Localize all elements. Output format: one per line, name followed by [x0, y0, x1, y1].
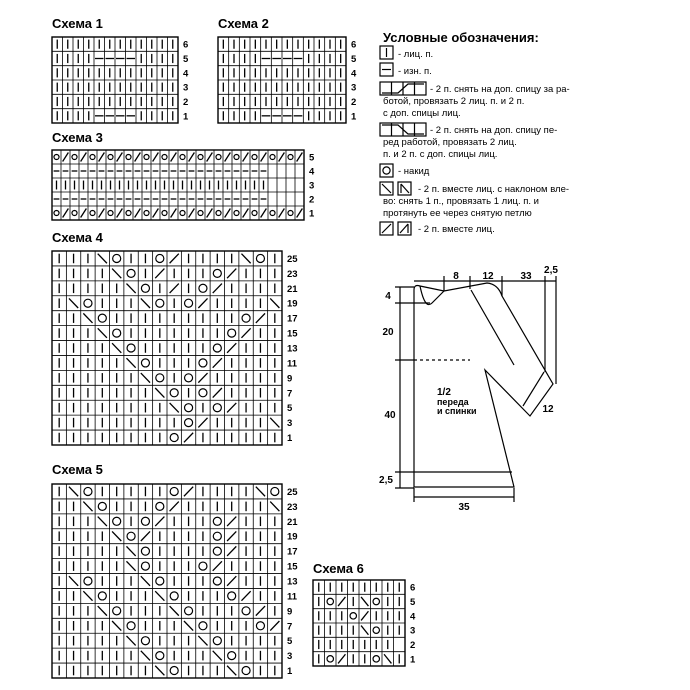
yarn-over: [199, 359, 207, 367]
k2tog-stitch: [189, 153, 195, 162]
yarn-over: [185, 404, 193, 412]
k2tog-stitch: [241, 591, 250, 601]
yarn-over: [126, 154, 131, 159]
yarn-over: [234, 210, 239, 215]
yarn-over: [199, 562, 207, 570]
yarn-over: [234, 154, 239, 159]
row-number-label: 1: [287, 666, 293, 678]
row-number-label: 17: [287, 546, 298, 558]
yarn-over: [170, 487, 178, 495]
ssk-stitch: [126, 358, 135, 368]
legend-symbols: [380, 46, 426, 235]
yarn-over: [185, 419, 193, 427]
row-number-label: 19: [287, 298, 298, 310]
row-number-label: 3: [287, 418, 293, 430]
row-number-label: 15: [287, 561, 298, 573]
ssk-stitch: [170, 606, 179, 616]
ssk-stitch: [98, 254, 107, 264]
legend-text-3c: с доп. спицы лиц.: [383, 108, 461, 119]
k2tog-stitch: [198, 298, 207, 308]
k2tog-stitch: [170, 254, 179, 264]
yarn-over: [54, 210, 59, 215]
yarn-over: [84, 299, 92, 307]
ssk-stitch: [98, 328, 107, 338]
k2tog-symbol-icon: [380, 222, 411, 235]
k2tog-stitch: [243, 209, 249, 218]
legend-text-4b: ред работой, провязать 2 лиц.: [383, 137, 517, 148]
k2tog-stitch: [227, 403, 236, 413]
yarn-over: [156, 254, 164, 262]
ssk-stitch: [126, 284, 135, 294]
yarn-over: [185, 607, 193, 615]
k2tog-stitch: [207, 209, 213, 218]
k2tog-stitch: [117, 153, 123, 162]
yarn-over: [162, 154, 167, 159]
yarn-over: [113, 517, 121, 525]
ssk-stitch: [83, 502, 92, 512]
row-number-label: 23: [287, 501, 298, 513]
legend-text-3b: ботой, провязать 2 лиц. п. и 2 п.: [383, 96, 525, 107]
ssk-stitch: [384, 654, 391, 663]
yarn-over: [185, 299, 193, 307]
k2tog-stitch: [184, 487, 193, 497]
sleeve-seam: [471, 290, 514, 365]
yarn-over: [98, 502, 106, 510]
row-number-label: 11: [287, 358, 298, 370]
yarn-over: [216, 210, 221, 215]
yarn-over: [228, 592, 236, 600]
yarn-over: [271, 487, 279, 495]
k2tog-stitch: [227, 517, 236, 527]
row-number-label: 4: [410, 611, 416, 623]
yarn-over: [141, 517, 149, 525]
k2tog-stitch: [279, 153, 285, 162]
yarn-over: [270, 210, 275, 215]
knit-symbol-icon: [380, 46, 393, 59]
k2tog-stitch: [270, 621, 279, 631]
row-number-label: 13: [287, 343, 298, 355]
pattern-label-2: переда: [437, 397, 469, 407]
yarn-over: [213, 637, 221, 645]
row-number-label: 4: [183, 68, 189, 80]
scheme-6-title: Схема 6: [313, 561, 364, 576]
yarn-over: [156, 299, 164, 307]
ssk-stitch: [69, 298, 78, 308]
k2tog-stitch: [213, 358, 222, 368]
ssk-stitch: [155, 666, 164, 676]
dim-left-40: 40: [384, 410, 396, 421]
k2tog-stitch: [81, 209, 87, 218]
yarn-over: [242, 667, 250, 675]
row-number-label: 21: [287, 516, 298, 528]
yarn-over: [180, 154, 185, 159]
yarn-over: [141, 562, 149, 570]
yarn-over: [180, 210, 185, 215]
yarn-over: [185, 374, 193, 382]
k2tog-stitch: [241, 328, 250, 338]
garment-outline: [414, 283, 553, 487]
purl-symbol-icon: [380, 63, 393, 76]
scheme-5-title: Схема 5: [52, 462, 103, 477]
yarn-over: [213, 547, 221, 555]
row-number-label: 25: [287, 486, 298, 498]
legend-text-2: - изн. п.: [398, 66, 432, 77]
k2tog-stitch: [184, 433, 193, 443]
yarn-over: [141, 284, 149, 292]
scheme-6-grid: [313, 580, 416, 666]
yarn-over: [113, 329, 121, 337]
row-number-label: 6: [410, 582, 416, 594]
garment-pattern: [379, 265, 558, 513]
yarn-over: [252, 210, 257, 215]
yarn-over: [72, 210, 77, 215]
k2tog-stitch: [141, 531, 150, 541]
row-number-label: 6: [351, 39, 357, 51]
k2tog-stitch: [338, 654, 345, 663]
yarn-over: [350, 613, 356, 619]
pattern-label-1: 1/2: [437, 387, 451, 398]
yarn-over: [144, 154, 149, 159]
k2tog-stitch: [297, 209, 303, 218]
row-number-label: 2: [309, 194, 315, 206]
yarn-over: [213, 517, 221, 525]
row-number-label: 5: [183, 54, 189, 65]
legend-text-4c: п. и 2 п. с доп. спицы лиц.: [383, 149, 498, 160]
dim-bottom-35: 35: [458, 502, 470, 513]
k2tog-stitch: [279, 209, 285, 218]
row-number-label: 13: [287, 576, 298, 588]
yarn-over: [90, 210, 95, 215]
row-number-label: 5: [351, 54, 357, 65]
yarn-over: [84, 577, 92, 585]
k2tog-stitch: [227, 343, 236, 353]
ssk-stitch: [126, 561, 135, 571]
ssk-stitch: [170, 403, 179, 413]
ssk-stitch: [83, 313, 92, 323]
yarn-over: [113, 254, 121, 262]
k2tog-stitch: [189, 209, 195, 218]
dim-left-4: 4: [385, 291, 391, 302]
row-number-label: 17: [287, 313, 298, 325]
ssk-stitch: [270, 502, 279, 512]
yarn-over: [198, 210, 203, 215]
yarn-over: [170, 667, 178, 675]
ssk-stitch: [141, 576, 150, 586]
k2tog-stitch: [63, 153, 69, 162]
scheme-2-grid: [218, 37, 357, 123]
yarn-over: [162, 210, 167, 215]
ssk-stitch: [213, 651, 222, 661]
ssk-stitch: [126, 546, 135, 556]
row-number-label: 2: [183, 97, 189, 108]
yarn-over: [213, 577, 221, 585]
dim-cuff-12: 12: [542, 404, 554, 415]
row-number-label: 5: [287, 636, 293, 648]
yarn-over: [213, 532, 221, 540]
ssk-stitch: [270, 418, 279, 428]
row-number-label: 23: [287, 268, 298, 280]
k2tog-stitch: [243, 153, 249, 162]
ssk-stitch: [98, 606, 107, 616]
yarn-over: [252, 154, 257, 159]
yarn-over: [126, 210, 131, 215]
yarn-over: [199, 284, 207, 292]
row-number-label: 15: [287, 328, 298, 340]
ssk-stitch: [112, 343, 121, 353]
ssk-stitch: [98, 517, 107, 527]
scheme-3-title: Схема 3: [52, 130, 103, 145]
row-number-label: 3: [287, 651, 293, 663]
yarn-over: [108, 154, 113, 159]
yarn-over: [327, 598, 333, 604]
yarn-over: [141, 637, 149, 645]
yarn-over: [72, 154, 77, 159]
row-number-label: 19: [287, 531, 298, 543]
legend-text-6c: протянуть ее через снятую петлю: [383, 208, 532, 219]
yarn-over: [127, 532, 135, 540]
k2tog-stitch: [155, 269, 164, 279]
scheme-1-title: Схема 1: [52, 16, 103, 31]
yarn-over: [199, 622, 207, 630]
row-number-label: 5: [287, 403, 293, 415]
yarn-over: [216, 154, 221, 159]
cable-back-symbol-icon: [380, 82, 426, 95]
ssk-stitch: [141, 651, 150, 661]
yarn-over: [373, 627, 379, 633]
yarn-over: [127, 622, 135, 630]
yarn-over: [228, 329, 236, 337]
yarn-over: [84, 487, 92, 495]
row-number-label: 9: [287, 606, 293, 618]
row-number-label: 1: [410, 654, 416, 666]
yarn-over: [98, 314, 106, 322]
row-number-label: 1: [287, 433, 293, 445]
yarn-over-symbol-icon: [380, 164, 393, 177]
k2tog-stitch: [261, 209, 267, 218]
legend-text-6a: - 2 п. вместе лиц. с наклоном вле-: [418, 184, 570, 195]
row-number-label: 2: [410, 640, 416, 651]
scheme-5-grid: [52, 484, 298, 678]
k2tog-stitch: [135, 209, 141, 218]
row-number-label: 25: [287, 253, 298, 265]
k2tog-stitch: [99, 153, 105, 162]
ssk-stitch: [155, 388, 164, 398]
ssk-stitch: [69, 487, 78, 497]
k2tog-stitch: [153, 153, 159, 162]
ssk-stitch: [155, 591, 164, 601]
yarn-over: [228, 652, 236, 660]
row-number-label: 3: [183, 82, 189, 94]
row-number-label: 6: [183, 39, 189, 51]
k2tog-stitch: [198, 373, 207, 383]
k2tog-stitch: [198, 418, 207, 428]
row-number-label: 3: [351, 82, 357, 94]
legend-text-7: - 2 п. вместе лиц.: [418, 224, 495, 235]
k2tog-stitch: [81, 153, 87, 162]
pattern-label-3: и спинки: [437, 406, 477, 416]
k2tog-stitch: [117, 209, 123, 218]
yarn-over: [242, 314, 250, 322]
row-number-label: 9: [287, 373, 293, 385]
ssk-stitch: [112, 269, 121, 279]
dim-top-33: 33: [520, 271, 532, 282]
ssk-stitch: [227, 666, 236, 676]
yarn-over: [98, 592, 106, 600]
yarn-over: [144, 210, 149, 215]
ssk-stitch: [198, 636, 207, 646]
ssk-stitch: [112, 531, 121, 541]
k2tog-stitch: [135, 153, 141, 162]
yarn-over: [108, 210, 113, 215]
dim-left-20: 20: [382, 327, 394, 338]
yarn-over: [213, 404, 221, 412]
yarn-over: [199, 389, 207, 397]
k2tog-stitch: [225, 153, 231, 162]
row-number-label: 7: [287, 621, 293, 633]
k2tog-stitch: [213, 284, 222, 294]
scheme-3-grid: [52, 150, 315, 220]
row-number-label: 1: [309, 208, 315, 220]
yarn-over: [373, 656, 379, 662]
k2tog-stitch: [225, 209, 231, 218]
yarn-over: [127, 269, 135, 277]
scheme-4-title: Схема 4: [52, 230, 103, 245]
dim-top-8: 8: [453, 271, 459, 282]
row-number-label: 3: [309, 180, 315, 192]
row-number-label: 2: [351, 97, 357, 108]
k2tog-stitch: [261, 153, 267, 162]
yarn-over: [54, 154, 59, 159]
yarn-over: [288, 210, 293, 215]
yarn-over: [170, 389, 178, 397]
k2tog-stitch: [227, 576, 236, 586]
row-number-label: 4: [309, 166, 315, 178]
legend-text-4a: - 2 п. снять на доп. спицу пе-: [430, 125, 558, 136]
k2tog-stitch: [227, 531, 236, 541]
legend-title: Условные обозначения:: [383, 30, 539, 45]
k2tog-stitch: [170, 502, 179, 512]
ssk-stitch: [361, 626, 368, 635]
yarn-over: [242, 607, 250, 615]
yarn-over: [373, 598, 379, 604]
dim-top-2-5: 2,5: [544, 265, 558, 276]
k2tog-stitch: [227, 269, 236, 279]
yarn-over: [213, 344, 221, 352]
k2tog-stitch: [227, 546, 236, 556]
yarn-over: [327, 656, 333, 662]
ssk-stitch: [361, 597, 368, 606]
scheme-4-grid: [52, 251, 298, 445]
row-number-label: 7: [287, 388, 293, 400]
ssk-stitch: [141, 373, 150, 383]
yarn-over: [113, 607, 121, 615]
yarn-over: [256, 254, 264, 262]
cable-front-symbol-icon: [380, 123, 426, 136]
k2tog-stitch: [155, 517, 164, 527]
row-number-label: 3: [410, 625, 416, 637]
ssk-stitch: [126, 636, 135, 646]
ssk-stitch: [141, 298, 150, 308]
legend-text-5: - накид: [398, 166, 430, 177]
legend-text-6b: во: снять 1 п., провязать 1 лиц. п. и: [383, 196, 539, 207]
ssk-stitch: [69, 576, 78, 586]
ssk-stitch: [83, 591, 92, 601]
k2tog-stitch: [170, 284, 179, 294]
yarn-over: [141, 359, 149, 367]
k2tog-stitch: [338, 597, 345, 606]
yarn-over: [213, 269, 221, 277]
legend-text-3a: - 2 п. снять на доп. спицу за ра-: [430, 84, 570, 95]
row-number-label: 5: [309, 152, 315, 164]
ssk-stitch: [256, 487, 265, 497]
yarn-over: [288, 154, 293, 159]
k2tog-stitch: [153, 209, 159, 218]
ssk-stitch: [270, 298, 279, 308]
row-number-label: 1: [351, 111, 357, 123]
dim-top-12: 12: [482, 271, 494, 282]
ssk-stitch: [241, 254, 250, 264]
dim-left-2-5: 2,5: [379, 475, 393, 486]
yarn-over: [156, 502, 164, 510]
k2tog-stitch: [256, 606, 265, 616]
k2tog-stitch: [213, 561, 222, 571]
legend-text-1: - лиц. п.: [398, 49, 434, 60]
k2tog-stitch: [213, 388, 222, 398]
k2tog-stitch: [171, 153, 177, 162]
k2tog-stitch: [297, 153, 303, 162]
scheme-1-grid: [52, 37, 189, 123]
yarn-over: [170, 592, 178, 600]
yarn-over: [156, 374, 164, 382]
k2tog-stitch: [361, 611, 368, 620]
row-number-label: 1: [183, 111, 189, 123]
yarn-over: [256, 622, 264, 630]
row-number-label: 4: [351, 68, 357, 80]
scheme-2-title: Схема 2: [218, 16, 269, 31]
yarn-over: [270, 154, 275, 159]
ssk-symbol-icon: [380, 182, 411, 195]
row-number-label: 5: [410, 597, 416, 608]
ssk-stitch: [112, 621, 121, 631]
k2tog-stitch: [207, 153, 213, 162]
yarn-over: [141, 547, 149, 555]
yarn-over: [156, 652, 164, 660]
k2tog-stitch: [63, 209, 69, 218]
yarn-over: [156, 577, 164, 585]
row-number-label: 21: [287, 283, 298, 295]
yarn-over: [198, 154, 203, 159]
yarn-over: [90, 154, 95, 159]
k2tog-stitch: [99, 209, 105, 218]
yarn-over: [170, 434, 178, 442]
k2tog-stitch: [171, 209, 177, 218]
ssk-stitch: [184, 621, 193, 631]
k2tog-stitch: [256, 313, 265, 323]
row-number-label: 11: [287, 591, 298, 603]
yarn-over: [127, 344, 135, 352]
